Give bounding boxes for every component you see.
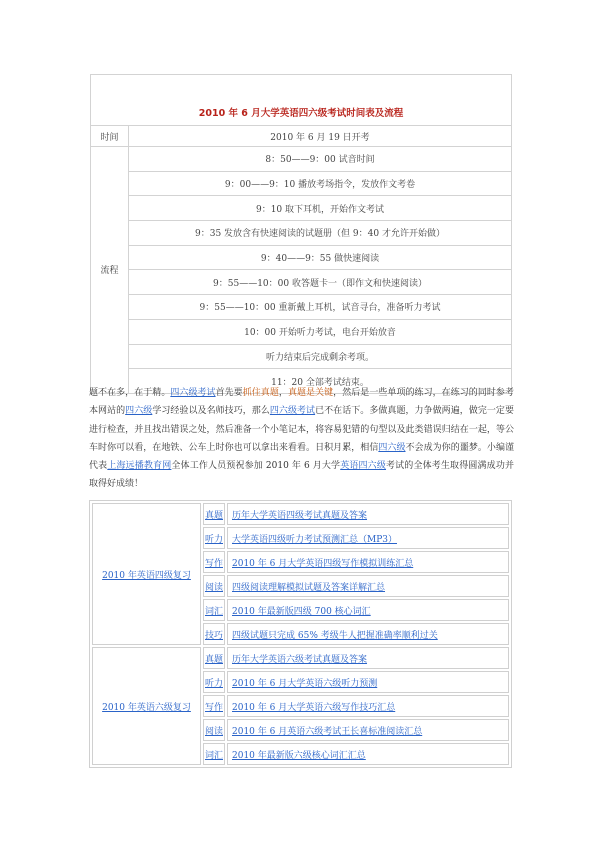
category-link[interactable]: 听力 <box>204 534 223 545</box>
category-link[interactable]: 阅读 <box>204 582 223 593</box>
category-cell <box>203 695 225 717</box>
flow-label: 流程 <box>91 147 129 394</box>
resource-cell <box>227 743 509 765</box>
resource-link[interactable]: 2010 年 6 月英语六级考试王长喜标准阅读汇总 <box>232 726 423 737</box>
category-link[interactable]: 技巧 <box>204 630 223 641</box>
schedule-title: 2010 年 6 月大学英语四六级考试时间表及流程 <box>91 75 512 126</box>
resource-cell <box>227 503 509 525</box>
category-cell <box>203 623 225 645</box>
category-link[interactable]: 听力 <box>204 678 223 689</box>
resource-cell <box>227 719 509 741</box>
flow-step: 听力结束后完成剩余考项。 <box>129 344 512 369</box>
category-link[interactable]: 真题 <box>204 510 223 521</box>
category-link[interactable]: 词汇 <box>204 750 223 761</box>
exam-schedule-table <box>90 74 512 394</box>
link-cet46-exam-2[interactable]: 四六级考试 <box>269 406 316 417</box>
flow-step: 9：10 取下耳机，开始作文考试 <box>129 196 512 221</box>
category-cell <box>203 575 225 597</box>
resource-cell <box>227 599 509 621</box>
cet6-review-cell <box>92 647 201 765</box>
category-cell <box>203 671 225 693</box>
study-advice-paragraph <box>89 384 514 494</box>
text: 全体工作人员预祝参加 2010 年 6 月大学 <box>171 461 341 472</box>
resource-link[interactable]: 历年大学英语四级考试真题及答案 <box>232 510 368 521</box>
resource-link[interactable]: 2010 年最新版四级 700 核心词汇 <box>232 606 371 617</box>
resource-link[interactable]: 2010 年 6 月大学英语六级听力预测 <box>232 678 378 689</box>
category-link[interactable]: 词汇 <box>204 606 223 617</box>
category-link[interactable]: 写作 <box>204 702 223 713</box>
category-link[interactable]: 阅读 <box>204 726 223 737</box>
resource-link[interactable]: 2010 年 6 月大学英语六级写作技巧汇总 <box>232 702 396 713</box>
resource-cell <box>227 647 509 669</box>
resource-link[interactable]: 2010 年 6 月大学英语四级写作模拟训练汇总 <box>232 558 414 569</box>
text: 不会成为你的噩梦。小编谨代表 <box>89 442 514 472</box>
resource-link[interactable]: 历年大学英语六级考试真题及答案 <box>232 654 368 665</box>
cet4-review-cell <box>92 503 201 645</box>
category-link[interactable]: 真题 <box>204 654 223 665</box>
flow-step: 9：55——10：00 收答题卡一（即作文和快速阅读） <box>129 270 512 295</box>
resource-link[interactable]: 2010 年最新版六级核心词汇汇总 <box>232 750 366 761</box>
resource-link[interactable]: 四级试题只完成 65% 考级牛人把握准确率顺利过关 <box>232 630 438 641</box>
text: 学习经验以及名师技巧，那么 <box>152 406 270 417</box>
resource-cell <box>227 623 509 645</box>
link-cet46-exam[interactable]: 四六级考试 <box>170 388 216 398</box>
resource-cell <box>227 527 509 549</box>
cet4-review-link[interactable]: 2010 年英语四级复习 <box>102 570 191 581</box>
resource-cell <box>227 575 509 597</box>
link-shanghai-yuanbo-site[interactable]: 上海远播教育网 <box>107 461 172 472</box>
highlight-grasp-real-exams: 抓住真题 <box>242 388 279 398</box>
exam-date: 2010 年 6 月 19 日开考 <box>129 126 512 147</box>
flow-step: 9：35 发放含有快速阅读的试题册（但 9：40 才允许开始做） <box>129 221 512 246</box>
cet6-review-link[interactable]: 2010 年英语六级复习 <box>102 702 191 713</box>
flow-step: 11：20 全部考试结束。 <box>129 369 512 394</box>
text: 题不在多，在于精。 <box>89 388 171 398</box>
category-link[interactable]: 写作 <box>204 558 223 569</box>
resource-cell <box>227 671 509 693</box>
time-label: 时间 <box>91 126 129 147</box>
highlight-real-exams-key: 真题是关键 <box>287 388 334 398</box>
text: ，然后是一些单项的练习，在练习的同时参考本网站的 <box>89 388 514 417</box>
flow-step: 9：40——9：55 做快速阅读 <box>129 245 512 270</box>
flow-step: 8：50——9：00 试音时间 <box>129 147 512 172</box>
category-cell <box>203 527 225 549</box>
text: 考试的全体考生取得圆满成功并取得好成绩！ <box>89 461 514 490</box>
link-english-cet46[interactable]: 英语四六级 <box>340 461 386 472</box>
category-cell <box>203 551 225 573</box>
flow-step: 9：55——10：00 重新戴上耳机，试音寻台，准备听力考试 <box>129 295 512 320</box>
text: 首先要 <box>215 388 243 398</box>
text: 已不在话下。多做真题，力争做两遍，做完一定要进行检查，并且找出错误之处，然后准备一个小笔记本，将容易犯错的句型以及此类错误归结在一起，等公车时你可以看，在地铁、公车上时你也可以拿出来看看。日积月累，相信 <box>89 406 514 453</box>
resource-link[interactable]: 四级阅读理解模拟试题及答案详解汇总 <box>232 582 386 593</box>
category-cell <box>203 743 225 765</box>
resource-link[interactable]: 大学英语四级听力考试预测汇总（MP3） <box>232 534 397 545</box>
resource-cell <box>227 695 509 717</box>
text: ， <box>278 388 288 398</box>
review-resources-table <box>89 500 512 768</box>
link-cet46-2[interactable]: 四六级 <box>378 442 406 453</box>
category-cell <box>203 599 225 621</box>
flow-step: 10：00 开始听力考试，电台开始放音 <box>129 319 512 344</box>
category-cell <box>203 647 225 669</box>
link-cet46[interactable]: 四六级 <box>125 406 153 417</box>
resource-cell <box>227 551 509 573</box>
category-cell <box>203 503 225 525</box>
flow-step: 9：00——9：10 播放考场指令，发放作文考卷 <box>129 171 512 196</box>
category-cell <box>203 719 225 741</box>
